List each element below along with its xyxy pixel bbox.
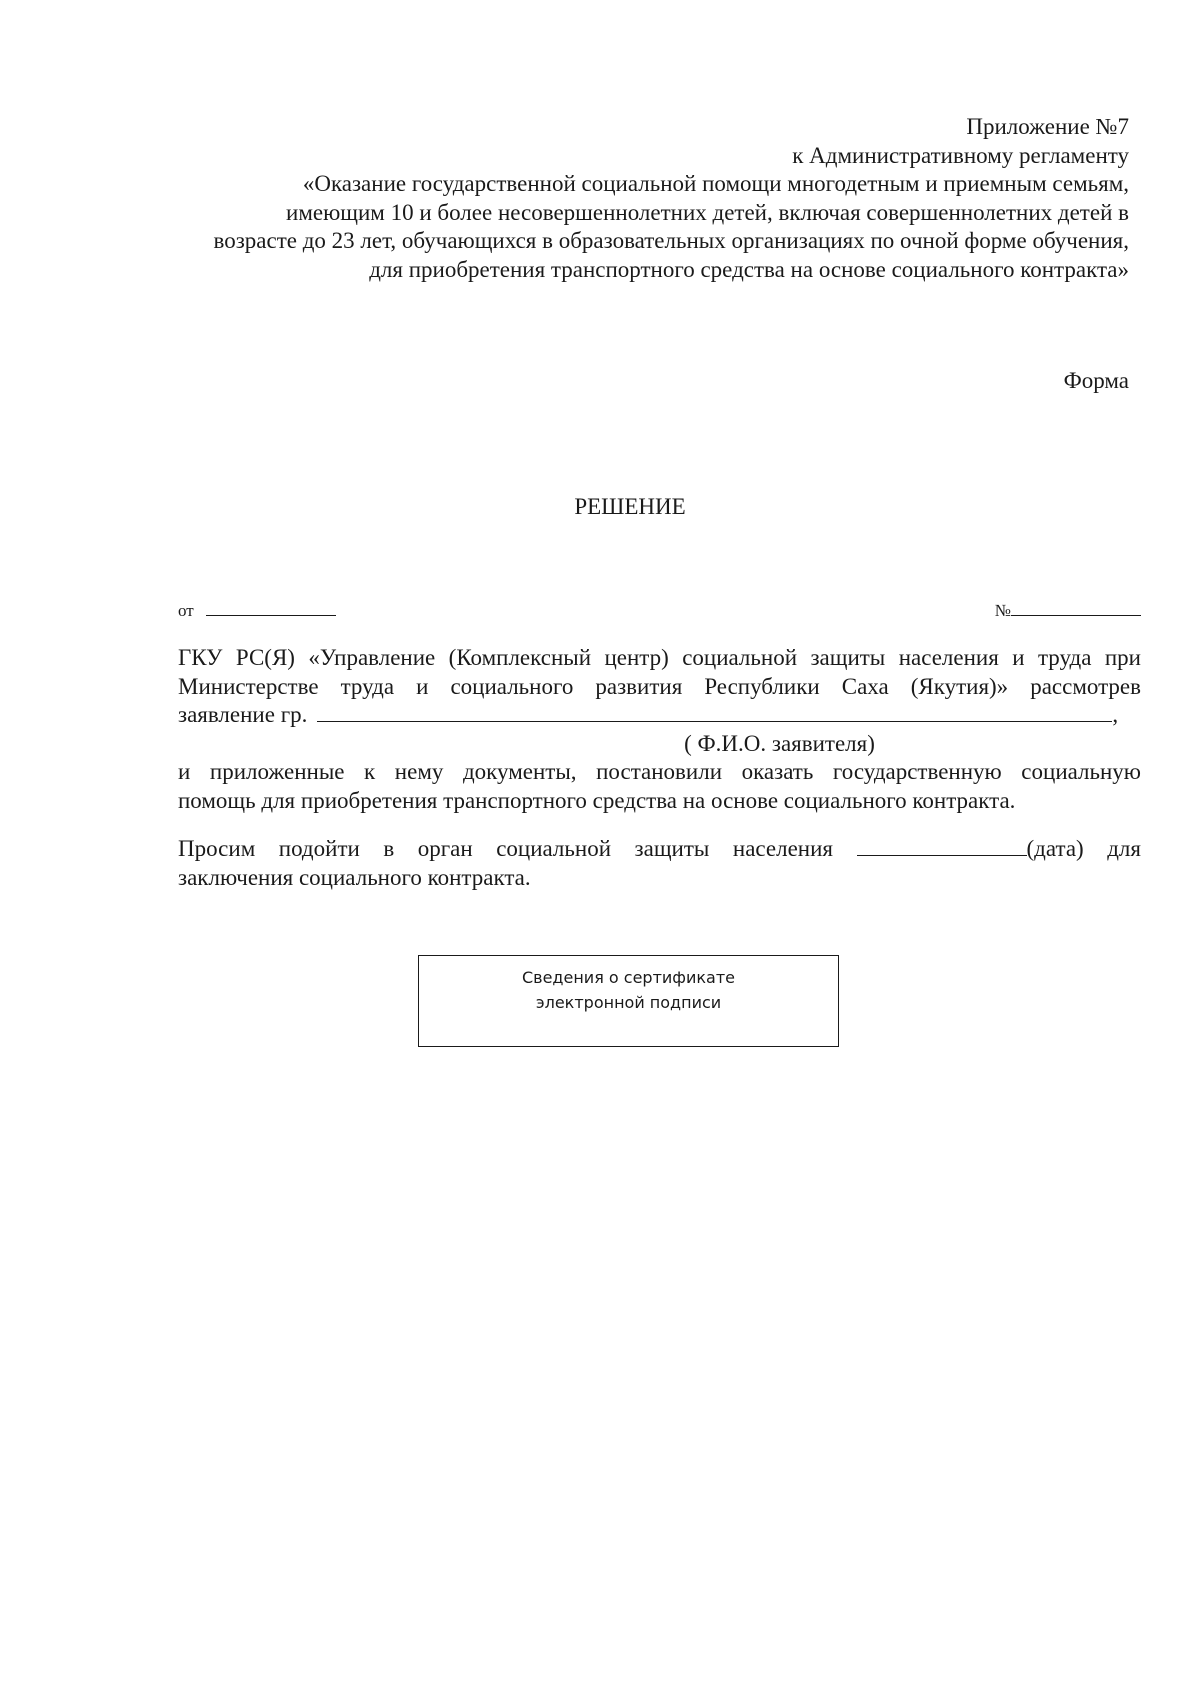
appendix-line: имеющим 10 и более несовершеннолетних детей, включая совершеннолетних детей в: [286, 199, 1129, 225]
number-blank: [1011, 597, 1141, 616]
appendix-line: «Оказание государственной социальной помощи многодетным и приемным семьям,: [302, 171, 1129, 196]
decision-paragraph: [178, 644, 1141, 815]
date-group: [857, 836, 1084, 861]
document-title: РЕШЕНИЕ: [574, 494, 686, 519]
number-field: [995, 597, 1141, 623]
paragraph-line: и приложенные к нему документы, постановили оказать государственную социальную: [178, 759, 1141, 784]
number-label: №: [994, 601, 1011, 620]
date-label: (дата): [1026, 836, 1084, 861]
appendix-line: возрасте до 23 лет, обучающихся в образовательных организациях по очной форме обучения,: [213, 228, 1129, 253]
signature-certificate-box: [418, 955, 839, 1047]
appendix-header: [129, 113, 1129, 284]
date-field: [178, 597, 336, 623]
paragraph-line: ГКУ РС(Я) «Управление (Комплексный центр) социальной защиты населения и труда при: [178, 645, 1141, 670]
paragraph-line: заключения социального контракта.: [178, 864, 531, 890]
appendix-line: для приобретения транспортного средства на основе социального контракта»: [369, 256, 1129, 282]
signature-box-line: Сведения о сертификате: [521, 968, 736, 987]
appendix-line: Приложение №7: [966, 114, 1129, 139]
appointment-line: [178, 835, 1141, 864]
applicant-name-blank: [317, 701, 1112, 722]
appointment-date-blank: [857, 835, 1027, 856]
paragraph-line: Министерстве труда и социального развития Республики Саха (Якутия)» рассмотрев: [178, 673, 1141, 699]
appendix-line: к Административному регламенту: [792, 142, 1129, 168]
appointment-paragraph: [178, 835, 1141, 892]
signature-box-line: электронной подписи: [535, 993, 722, 1012]
appointment-prefix: Просим подойти в орган социальной защиты населения: [178, 836, 833, 861]
paragraph-line: помощь для приобретения транспортного средства на основе социального контракта.: [178, 787, 1016, 813]
date-number-line: [178, 597, 1141, 627]
from-label: от: [178, 601, 194, 620]
applicant-suffix: ,: [1112, 702, 1119, 727]
form-label: Форма: [1063, 368, 1129, 393]
fio-caption: ( Ф.И.О. заявителя): [684, 730, 875, 756]
date-blank: [206, 597, 336, 616]
applicant-prefix: заявление гр.: [178, 702, 308, 727]
for-word: для: [1107, 836, 1141, 861]
applicant-line: [178, 701, 1141, 730]
